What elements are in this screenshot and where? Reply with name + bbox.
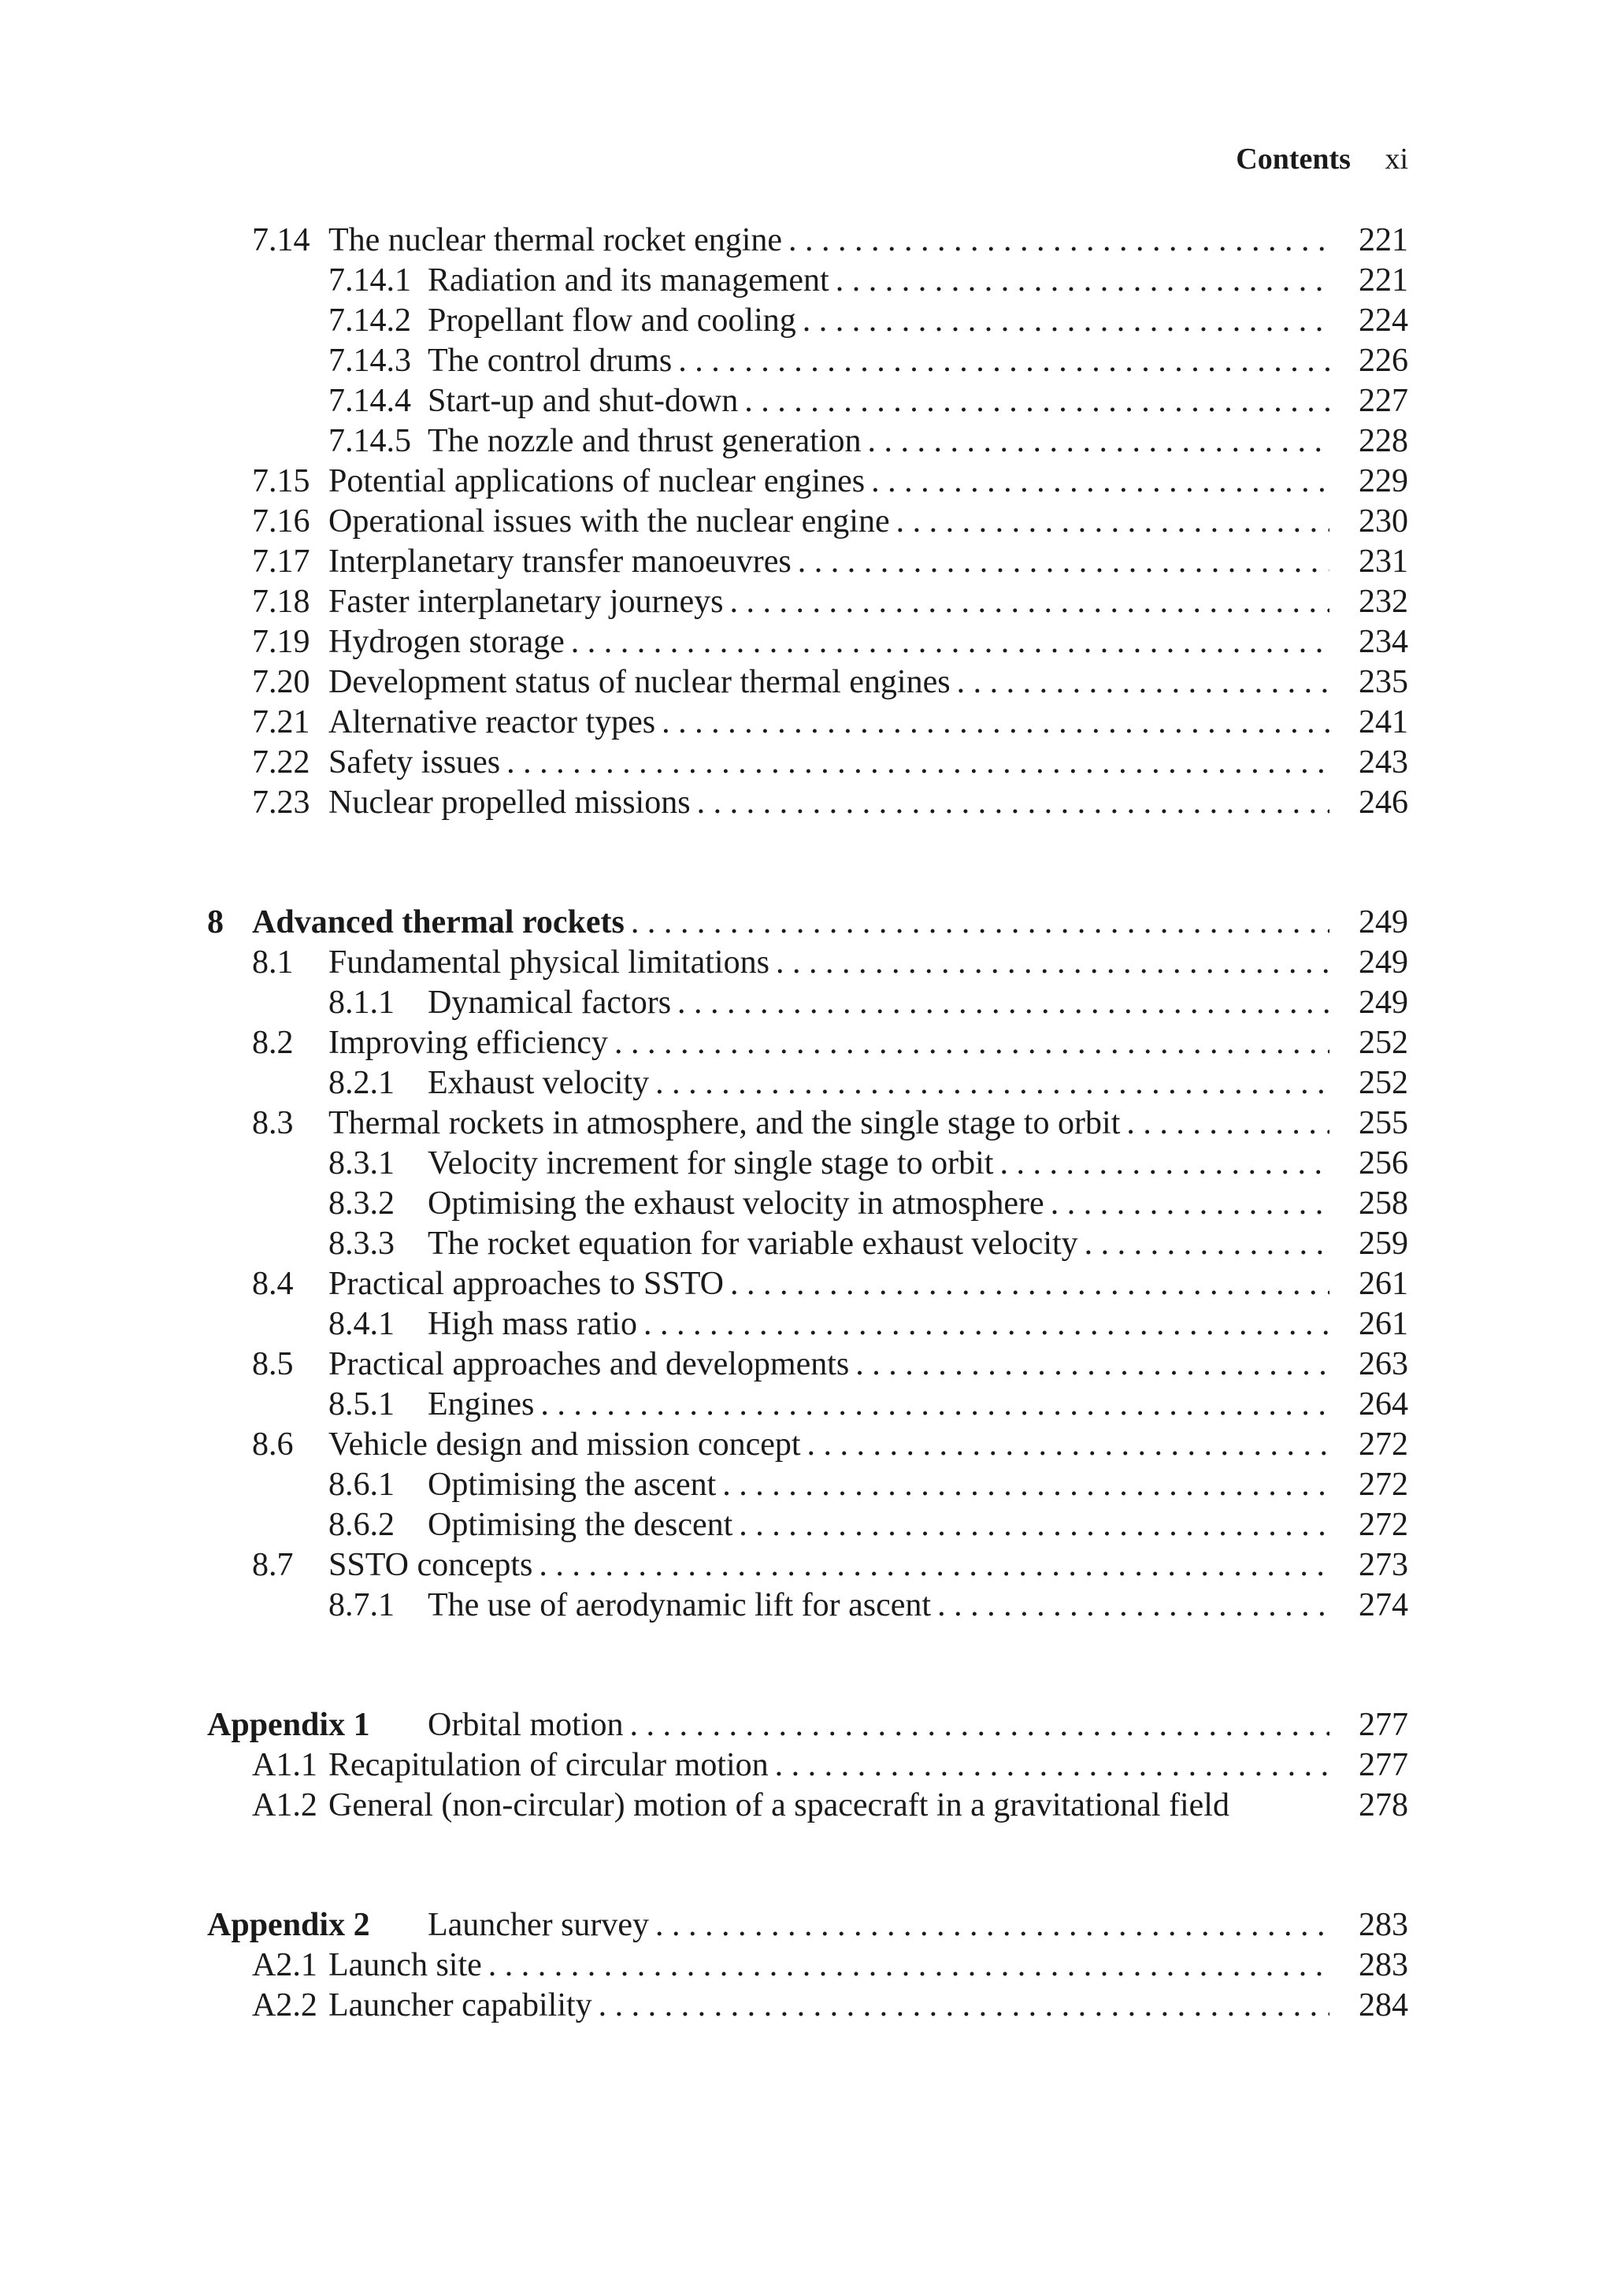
toc-entry-number: 7.14.3 xyxy=(328,343,411,379)
toc-entry-page: 264 xyxy=(1359,1386,1408,1422)
toc-entry-title: SSTO concepts xyxy=(328,1547,533,1583)
dot-leader xyxy=(861,421,1329,462)
toc-entry-title: Optimising the descent xyxy=(428,1507,733,1543)
toc-entry-title: Safety issues xyxy=(328,744,501,781)
dot-leader xyxy=(637,1304,1329,1345)
toc-entry-body xyxy=(328,582,1329,622)
toc-entry-body xyxy=(428,1705,1329,1745)
toc-entry-title: Optimising the ascent xyxy=(428,1467,717,1503)
toc-entry-title: Hydrogen storage xyxy=(328,624,565,660)
toc-entry xyxy=(207,1586,1408,1626)
toc-entry xyxy=(207,301,1408,341)
toc-entry-body xyxy=(328,542,1329,582)
toc-entry-number: 8 xyxy=(207,904,224,940)
toc-entry-title: Operational issues with the nuclear engine xyxy=(328,503,890,540)
toc-entry-number: 7.14.2 xyxy=(328,302,411,339)
toc-entry-page: 229 xyxy=(1359,463,1408,499)
toc-entry-title: Optimising the exhaust velocity in atmosphere xyxy=(428,1185,1044,1222)
dot-leader xyxy=(691,783,1329,823)
page-header xyxy=(1236,142,1408,176)
toc-entry-title: Fundamental physical limitations xyxy=(328,944,769,981)
toc-entry-number: 7.22 xyxy=(252,744,310,781)
dot-leader xyxy=(565,622,1329,662)
toc-entry-page: 252 xyxy=(1359,1025,1408,1061)
running-head-title: Contents xyxy=(1236,143,1351,176)
toc-entry-title: Potential applications of nuclear engines xyxy=(328,463,866,499)
toc-entry-number: 8.5 xyxy=(252,1346,294,1382)
toc-entry xyxy=(207,1545,1408,1586)
toc-entry xyxy=(207,743,1408,783)
toc-entry-page: 284 xyxy=(1359,1987,1408,2023)
toc-entry-title: Dynamical factors xyxy=(428,985,672,1021)
toc-entry-number: 8.6.2 xyxy=(328,1507,395,1543)
toc-entry-page: 273 xyxy=(1359,1547,1408,1583)
toc-entry-body xyxy=(328,1023,1329,1063)
toc-entry-title: Thermal rockets in atmosphere, and the single stage to orbit xyxy=(328,1105,1121,1141)
dot-leader xyxy=(865,462,1329,502)
toc-entry-number: A1.2 xyxy=(252,1787,317,1823)
toc-entry-title: Launch site xyxy=(328,1947,482,1983)
toc-entry-body xyxy=(328,1786,1329,1826)
toc-entry-page: 261 xyxy=(1359,1306,1408,1342)
toc-entry-title: Interplanetary transfer manoeuvres xyxy=(328,543,792,580)
toc-entry-body xyxy=(328,1345,1329,1385)
toc-entry xyxy=(207,421,1408,462)
toc-entry-number: 7.19 xyxy=(252,624,310,660)
toc-entry-page: 283 xyxy=(1359,1947,1408,1983)
toc-entry-title: Radiation and its management xyxy=(428,262,829,299)
toc-entry xyxy=(207,1505,1408,1545)
toc-entry-page: 246 xyxy=(1359,784,1408,821)
toc-entry-body xyxy=(428,1505,1329,1545)
toc-entry xyxy=(207,542,1408,582)
toc-entry-number: 7.21 xyxy=(252,704,310,740)
dot-leader xyxy=(672,341,1329,381)
toc-entry xyxy=(207,582,1408,622)
dot-leader xyxy=(724,582,1330,622)
toc-entry-number: Appendix 2 xyxy=(207,1907,370,1943)
toc-entry xyxy=(207,1144,1408,1184)
toc-entry-body xyxy=(428,1144,1329,1184)
toc-entry-body xyxy=(428,1465,1329,1505)
toc-entry-page: 255 xyxy=(1359,1105,1408,1141)
toc-entry-title: Faster interplanetary journeys xyxy=(328,584,724,620)
toc-entry-number: 8.1.1 xyxy=(328,985,395,1021)
toc-entry-body xyxy=(428,421,1329,462)
toc-entry xyxy=(207,1304,1408,1345)
toc-entry-body xyxy=(328,502,1329,542)
toc-entry-page: 272 xyxy=(1359,1426,1408,1463)
dot-leader xyxy=(849,1345,1329,1385)
toc-entry xyxy=(207,1224,1408,1264)
toc-entry-page: 249 xyxy=(1359,944,1408,981)
toc-entry-body xyxy=(428,1385,1329,1425)
toc-entry-number: A2.1 xyxy=(252,1947,317,1983)
toc-entry-page: 221 xyxy=(1359,262,1408,299)
toc-entry-body xyxy=(328,1545,1329,1586)
toc-entry-number: 8.7 xyxy=(252,1547,294,1583)
toc-entry-title: Nuclear propelled missions xyxy=(328,784,691,821)
toc-entry xyxy=(207,1945,1408,1986)
toc-entry-number: 7.14 xyxy=(252,222,310,258)
toc-entry-page: 272 xyxy=(1359,1507,1408,1543)
toc-entry xyxy=(207,1465,1408,1505)
toc-entry-title: General (non-circular) motion of a spacecraft in a gravitational field xyxy=(328,1787,1229,1823)
toc-entry-title: Propellant flow and cooling xyxy=(428,302,796,339)
toc-entry-title: Orbital motion xyxy=(428,1707,624,1743)
toc-entry-number: 7.16 xyxy=(252,503,310,540)
toc-entry-number: 8.2.1 xyxy=(328,1065,395,1101)
toc-entry-body xyxy=(328,1103,1329,1144)
toc-entry xyxy=(207,943,1408,983)
toc-entry-body xyxy=(328,943,1329,983)
toc-entry-title: Velocity increment for single stage to orbit xyxy=(428,1145,994,1181)
dot-leader xyxy=(724,1264,1329,1304)
toc-entry-body xyxy=(328,662,1329,703)
toc-entry-number: 7.14.1 xyxy=(328,262,411,299)
toc-entry-page: 235 xyxy=(1359,664,1408,700)
toc-entry-title: Exhaust velocity xyxy=(428,1065,650,1101)
toc-entry-body xyxy=(252,903,1329,943)
dot-leader xyxy=(1078,1224,1329,1264)
toc-entry-number: 7.17 xyxy=(252,543,310,580)
toc-entry xyxy=(207,1705,1408,1745)
toc-entry xyxy=(207,1425,1408,1465)
toc-entry xyxy=(207,1264,1408,1304)
dot-leader xyxy=(931,1586,1329,1626)
toc-entry xyxy=(207,622,1408,662)
toc-entry-body xyxy=(328,1264,1329,1304)
toc-entry-body xyxy=(328,703,1329,743)
toc-entry xyxy=(207,662,1408,703)
toc-entry-number: 8.3.1 xyxy=(328,1145,395,1181)
toc-entry-title: The rocket equation for variable exhaust velocity xyxy=(428,1226,1078,1262)
toc-entry-number: 8.3 xyxy=(252,1105,294,1141)
toc-entry-page: 274 xyxy=(1359,1587,1408,1623)
toc-entry-page: 277 xyxy=(1359,1747,1408,1783)
toc-entry-page: 232 xyxy=(1359,584,1408,620)
toc-entry-body xyxy=(328,1745,1329,1786)
dot-leader xyxy=(782,221,1329,261)
toc-entry-number: 7.23 xyxy=(252,784,310,821)
toc-entry-body xyxy=(328,462,1329,502)
toc-entry xyxy=(207,1786,1408,1826)
toc-entry-page: 230 xyxy=(1359,503,1408,540)
toc-entry-number: 8.7.1 xyxy=(328,1587,395,1623)
toc-entry xyxy=(207,983,1408,1023)
toc-entry xyxy=(207,1063,1408,1103)
toc-entry-page: 249 xyxy=(1359,904,1408,940)
toc-entry-title: Vehicle design and mission concept xyxy=(328,1426,801,1463)
dot-leader xyxy=(671,983,1329,1023)
toc-entry-title: Improving efficiency xyxy=(328,1025,608,1061)
toc-entry-number: 7.18 xyxy=(252,584,310,620)
toc-entry-page: 249 xyxy=(1359,985,1408,1021)
toc-entry-body xyxy=(428,1905,1329,1945)
toc-entry-body xyxy=(328,743,1329,783)
toc-entry-title: The nozzle and thrust generation xyxy=(428,423,862,459)
dot-leader xyxy=(796,301,1329,341)
toc-entry xyxy=(207,903,1408,943)
toc-entry-page: 277 xyxy=(1359,1707,1408,1743)
toc-entry xyxy=(207,1905,1408,1945)
toc-entry xyxy=(207,381,1408,421)
dot-leader xyxy=(482,1945,1329,1986)
toc-entry-page: 278 xyxy=(1359,1787,1408,1823)
toc-entry-page: 259 xyxy=(1359,1226,1408,1262)
toc-entry-number: 8.5.1 xyxy=(328,1386,395,1422)
toc-entry-body xyxy=(328,1945,1329,1986)
toc-entry-body xyxy=(328,783,1329,823)
toc-entry-title: Advanced thermal rockets xyxy=(252,904,625,940)
dot-leader xyxy=(534,1385,1329,1425)
toc-entry-title: Recapitulation of circular motion xyxy=(328,1747,769,1783)
toc-entry-body xyxy=(428,1586,1329,1626)
toc-entry-page: 241 xyxy=(1359,704,1408,740)
toc-entry-number: 8.3.2 xyxy=(328,1185,395,1222)
toc-entry-title: Launcher capability xyxy=(328,1987,592,2023)
toc-entry-page: 228 xyxy=(1359,423,1408,459)
toc-entry-number: 7.14.5 xyxy=(328,423,411,459)
toc-entry xyxy=(207,462,1408,502)
toc-entry-number: 8.1 xyxy=(252,944,294,981)
toc-entry-body xyxy=(428,1184,1329,1224)
toc-entry xyxy=(207,1986,1408,2026)
toc-entry-number: 8.2 xyxy=(252,1025,294,1061)
toc-entry-page: 234 xyxy=(1359,624,1408,660)
toc-entry-page: 252 xyxy=(1359,1065,1408,1101)
dot-leader xyxy=(655,703,1329,743)
toc-entry xyxy=(207,1385,1408,1425)
dot-leader xyxy=(649,1905,1329,1945)
toc-entry-number: 7.20 xyxy=(252,664,310,700)
toc-entry xyxy=(207,1184,1408,1224)
toc-entry-body xyxy=(328,1986,1329,2026)
toc-entry-title: The nuclear thermal rocket engine xyxy=(328,222,783,258)
toc-entry-body xyxy=(328,1425,1329,1465)
toc-entry-page: 227 xyxy=(1359,383,1408,419)
toc-entry-number: 8.6.1 xyxy=(328,1467,395,1503)
dot-leader xyxy=(769,943,1329,983)
toc-entry-title: The use of aerodynamic lift for ascent xyxy=(428,1587,932,1623)
dot-leader xyxy=(890,502,1329,542)
toc-entry-page: 283 xyxy=(1359,1907,1408,1943)
toc-entry-number: 7.15 xyxy=(252,463,310,499)
toc-entry-page: 226 xyxy=(1359,343,1408,379)
toc-entry-page: 256 xyxy=(1359,1145,1408,1181)
toc-entry xyxy=(207,1103,1408,1144)
dot-leader xyxy=(769,1745,1329,1786)
toc-entry-body xyxy=(428,301,1329,341)
toc-entry-number: Appendix 1 xyxy=(207,1707,370,1743)
dot-leader xyxy=(592,1986,1329,2026)
dot-leader xyxy=(623,1705,1329,1745)
toc-entry-number: A1.1 xyxy=(252,1747,317,1783)
toc-entry-page: 263 xyxy=(1359,1346,1408,1382)
dot-leader xyxy=(625,903,1329,943)
toc-entry-body xyxy=(428,341,1329,381)
toc-entry-title: Engines xyxy=(428,1386,535,1422)
toc-entry-title: Development status of nuclear thermal engines xyxy=(328,664,951,700)
toc-entry-page: 272 xyxy=(1359,1467,1408,1503)
dot-leader xyxy=(829,261,1329,301)
dot-leader xyxy=(500,743,1329,783)
toc-entry-number: 7.14.4 xyxy=(328,383,411,419)
toc-entry-title: Launcher survey xyxy=(428,1907,650,1943)
dot-leader xyxy=(993,1144,1329,1184)
toc-entry xyxy=(207,341,1408,381)
toc-entry-number: 8.4.1 xyxy=(328,1306,395,1342)
toc-entry-number: 8.6 xyxy=(252,1426,294,1463)
dot-leader xyxy=(792,542,1329,582)
toc-entry-number: 8.4 xyxy=(252,1266,294,1302)
toc-entry-number: A2.2 xyxy=(252,1987,317,2023)
toc-entry-page: 261 xyxy=(1359,1266,1408,1302)
toc-entry-title: The control drums xyxy=(428,343,673,379)
dot-leader xyxy=(1120,1103,1329,1144)
toc-entry-page: 231 xyxy=(1359,543,1408,580)
toc-entry-number: 8.3.3 xyxy=(328,1226,395,1262)
toc-entry-title: Practical approaches to SSTO xyxy=(328,1266,724,1302)
toc-entry-page: 258 xyxy=(1359,1185,1408,1222)
table-of-contents xyxy=(207,221,1408,2026)
toc-entry xyxy=(207,1345,1408,1385)
toc-entry-body xyxy=(428,261,1329,301)
dot-leader xyxy=(532,1545,1329,1586)
dot-leader xyxy=(951,662,1329,703)
dot-leader xyxy=(738,381,1329,421)
toc-entry-page: 221 xyxy=(1359,222,1408,258)
dot-leader xyxy=(608,1023,1329,1063)
toc-entry-body xyxy=(428,1063,1329,1103)
toc-entry-body xyxy=(428,983,1329,1023)
toc-entry-title: Alternative reactor types xyxy=(328,704,656,740)
toc-entry-page: 243 xyxy=(1359,744,1408,781)
toc-entry-body xyxy=(328,622,1329,662)
toc-entry-title: Practical approaches and developments xyxy=(328,1346,850,1382)
toc-entry-body xyxy=(428,1224,1329,1264)
toc-entry xyxy=(207,261,1408,301)
toc-entry xyxy=(207,783,1408,823)
dot-leader xyxy=(732,1505,1329,1545)
toc-entry-title: Start-up and shut-down xyxy=(428,383,739,419)
toc-entry xyxy=(207,1745,1408,1786)
dot-leader xyxy=(801,1425,1329,1465)
dot-leader xyxy=(649,1063,1329,1103)
dot-leader xyxy=(716,1465,1329,1505)
dot-leader xyxy=(1044,1184,1329,1224)
toc-entry xyxy=(207,703,1408,743)
page-number: xi xyxy=(1385,143,1408,176)
toc-entry xyxy=(207,502,1408,542)
toc-entry-title: High mass ratio xyxy=(428,1306,637,1342)
toc-entry-body xyxy=(328,221,1329,261)
toc-entry-body xyxy=(428,381,1329,421)
toc-entry xyxy=(207,221,1408,261)
toc-entry-body xyxy=(428,1304,1329,1345)
toc-entry-page: 224 xyxy=(1359,302,1408,339)
toc-entry xyxy=(207,1023,1408,1063)
